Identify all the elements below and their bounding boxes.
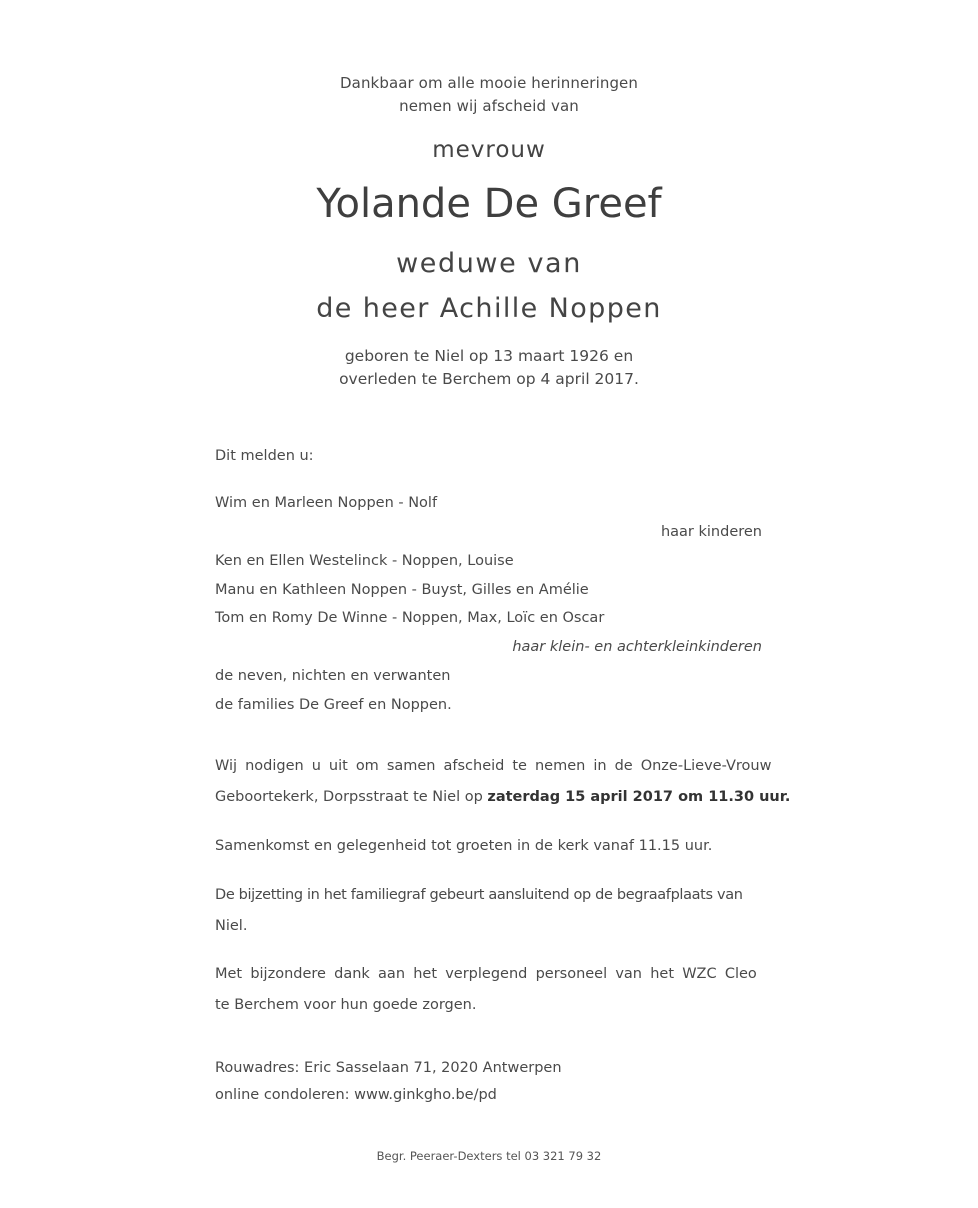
invitation-line-1 xyxy=(215,751,772,782)
thanks-line-2: te Berchem voor hun goede zorgen. xyxy=(215,997,477,1013)
grandchildren-item: Tom en Romy De Winne - Noppen, Max, Loïc en Oscar xyxy=(215,610,605,626)
intro-text xyxy=(0,72,978,118)
spouse-name: de heer Achille Noppen xyxy=(316,293,662,324)
invitation-text-1: Wij nodigen u uit om samen afscheid te nemen in de Onze-Lieve-Vrouw xyxy=(215,758,772,774)
intro-line-2: nemen wij afscheid van xyxy=(399,97,579,115)
children-label: haar kinderen xyxy=(660,524,762,540)
thanks-info xyxy=(215,959,762,1021)
invitation-line-2 xyxy=(215,782,791,813)
mourning-address: Rouwadres: Eric Sasselaan 71, 2020 Antwerpen xyxy=(215,1060,562,1076)
ceremony-datetime: zaterdag 15 april 2017 om 11.30 uur. xyxy=(487,789,791,805)
thanks-line-1: Met bijzondere dank aan het verplegend personeel van het WZC Cleo xyxy=(215,966,757,982)
honorific: mevrouw xyxy=(432,137,546,163)
burial-info xyxy=(215,880,762,942)
birth-line: geboren te Niel op 13 maart 1926 en xyxy=(344,347,634,365)
grandchildren-item: Ken en Ellen Westelinck - Noppen, Louise xyxy=(215,553,514,569)
contact-info xyxy=(215,1058,762,1108)
deceased-name: Yolande De Greef xyxy=(316,181,662,227)
gathering-text: Samenkomst en gelegenheid tot groeten in de kerk vanaf 11.15 uur. xyxy=(215,838,713,854)
burial-line-1: De bijzetting in het familiegraf gebeurt aansluitend op de begraafplaats van xyxy=(215,887,743,903)
grandchildren-item: Manu en Kathleen Noppen - Buyst, Gilles en Amélie xyxy=(215,582,589,598)
family-intro: Dit melden u: xyxy=(215,448,314,464)
online-condolences: online condoleren: www.ginkgho.be/pd xyxy=(215,1087,497,1103)
invitation-text-2: Geboortekerk, Dorpsstraat te Niel op xyxy=(215,789,488,805)
ceremony-invitation xyxy=(215,751,791,813)
family-list xyxy=(215,446,762,726)
relatives-item: de families De Greef en Noppen. xyxy=(215,697,452,713)
relation-label: weduwe van xyxy=(396,248,582,279)
life-dates xyxy=(0,345,978,391)
death-line: overleden te Berchem op 4 april 2017. xyxy=(339,370,639,388)
children-item: Wim en Marleen Noppen - Nolf xyxy=(215,495,438,511)
burial-line-2: Niel. xyxy=(215,918,248,934)
intro-line-1: Dankbaar om alle mooie herinneringen xyxy=(340,74,638,92)
relatives-item: de neven, nichten en verwanten xyxy=(215,668,451,684)
gathering-info xyxy=(215,831,762,862)
undertaker-footer: Begr. Peeraer-Dexters tel 03 321 79 32 xyxy=(376,1149,602,1163)
grandchildren-label: haar klein- en achterkleinkinderen xyxy=(512,639,762,655)
